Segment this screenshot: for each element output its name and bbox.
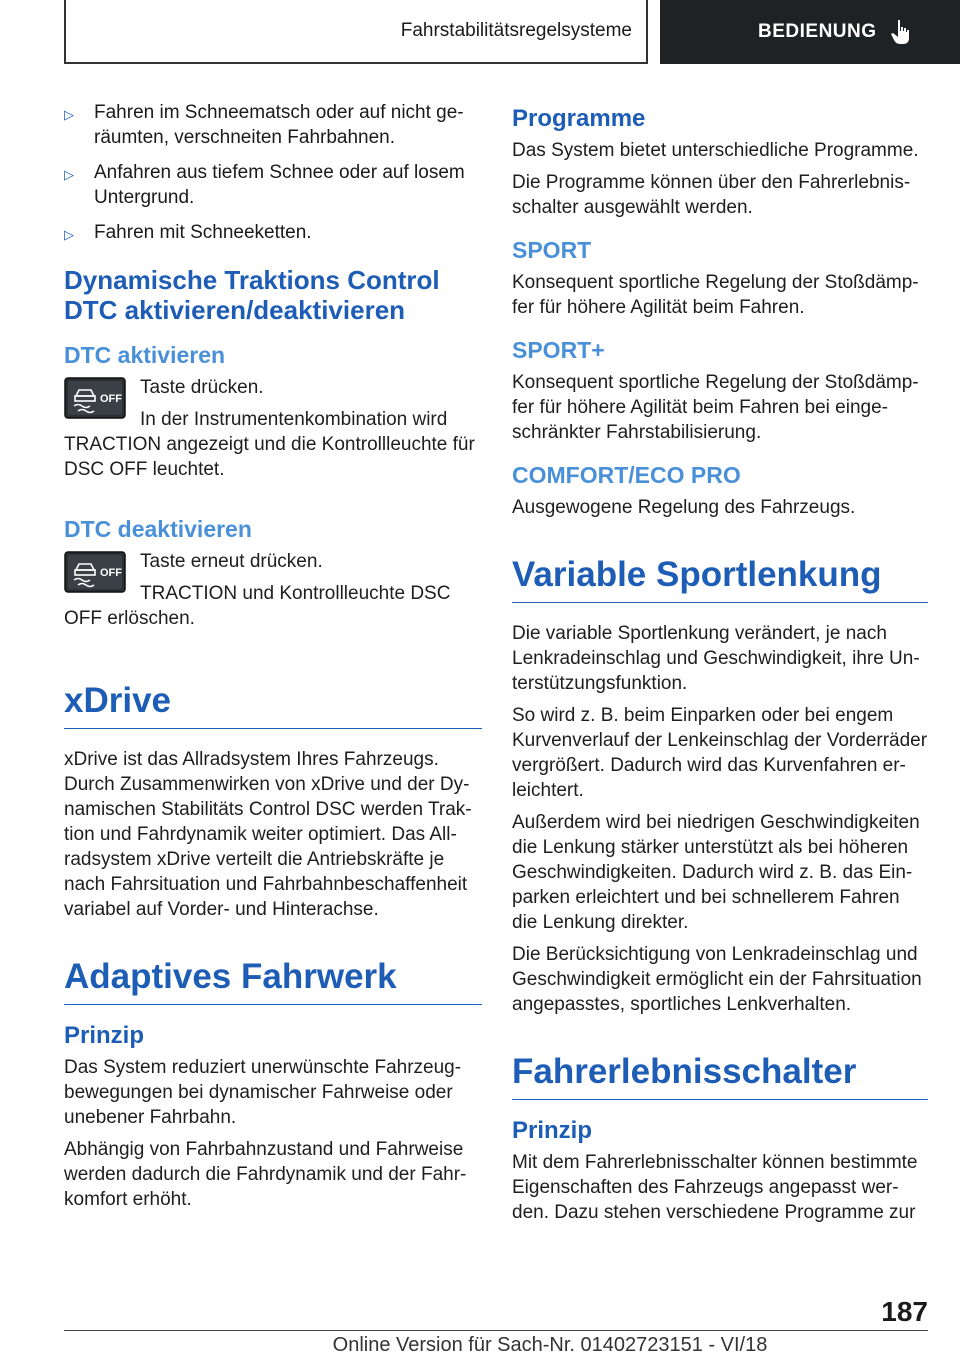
paragraph: Das System reduziert unerwünschte Fahrzeug-bewegungen bei dynamischer Fahrweise oder unebener Fahrbahn. [64,1057,462,1128]
dtc-button-text: OFF [100,567,122,579]
paragraph: Ausgewogene Regelung des Fahrzeugs. [512,497,856,518]
dtc-button-icon [64,377,126,419]
sport-plus-heading: SPORT+ [512,337,605,363]
paragraph: In der Instrumentenkombination wird TRACTION angezeigt und die Kontrollleuchte für DSC OFF leuchtet. [64,409,475,480]
dtc-activate-heading: DTC aktivieren [64,342,226,368]
dtc-button-icon [64,551,126,593]
list-item [64,160,482,210]
hand-pointer-icon [889,18,915,46]
header-section-tab [64,0,648,64]
header-chapter-title: BEDIENUNG [758,21,877,42]
paragraph: Die Berücksichtigung von Lenkradeinschlag und Geschwindigkeit ermöglicht ein der Fahrsituation angepasstes, sportliches Lenkverhalten. [512,944,922,1015]
header-section-title: Fahrstabilitätsregelsysteme [400,20,632,41]
dtc-button-text: OFF [100,393,122,405]
footer-divider [64,1330,928,1331]
right-column [512,100,928,1232]
switch-principle-heading: Prinzip [512,1117,593,1144]
footer-online-version [0,1334,960,1357]
dtc-deactivate-heading: DTC deaktivieren [64,516,252,542]
left-column [64,100,482,1219]
list-item-text: Fahren mit Schneeketten. [94,222,312,243]
paragraph: xDrive ist das Allradsystem Ihres Fahrzeugs. Durch Zusammenwirken von xDrive und der Dy-namischen Stabilitäts Control DSC werden Trak-tion und Fahrdynamik weiter optimiert. Das All-radsystem xDrive verteilt die Antriebskräfte je nach Fahrsituation und Fahrbahnbeschaffenheit variabel auf Vorder- und Hinterachse. [64,749,472,920]
dtc-heading: Dynamische Traktions Control DTC aktivieren/deaktivieren [64,265,440,325]
dtc-activate-block [64,375,482,489]
paragraph: TRACTION und Kontrollleuchte DSC OFF erlöschen. [64,583,451,629]
paragraph: So wird z. B. beim Einparken oder bei engem Kurvenverlauf der Lenkeinschlag der Vorderräder vergrößert. Dadurch wird das Kurvenfahren er-leichtert. [512,705,928,801]
driving-experience-switch-heading: Fahrerlebnisschalter [512,1051,928,1100]
paragraph: Außerdem wird bei niedrigen Geschwindigkeiten die Lenkung stärker unterstützt als bei höheren Geschwindigkeiten. Dadurch wird z. B. das Ein-parken erleichtert und bei schnellerem Fahren die Lenkung direkter. [512,812,920,933]
adaptive-chassis-heading: Adaptives Fahrwerk [64,956,482,1005]
paragraph: Taste drücken. [140,377,264,398]
paragraph: Taste erneut drücken. [140,551,323,572]
paragraph: Die Programme können über den Fahrerlebnis-schalter ausgewählt werden. [512,172,911,218]
principle-heading: Prinzip [64,1022,145,1049]
list-item [64,220,482,247]
paragraph: Mit dem Fahrerlebnisschalter können bestimmte Eigenschaften des Fahrzeugs angepasst wer-den. Dazu stehen verschiedene Programme zur [512,1152,918,1223]
variable-steering-heading: Variable Sportlenkung [512,554,928,603]
dtc-deactivate-block [64,549,482,638]
sport-heading: SPORT [512,237,592,263]
list-item-text: Anfahren aus tiefem Schnee oder auf losem Untergrund. [94,162,465,208]
paragraph: Konsequent sportliche Regelung der Stoßdämp-fer für höhere Agilität beim Fahren. [512,272,919,318]
list-item-text: Fahren im Schneematsch oder auf nicht ge-räumten, verschneiten Fahrbahnen. [94,102,464,148]
programs-heading: Programme [512,105,646,132]
paragraph: Das System bietet unterschiedliche Programme. [512,140,919,161]
xdrive-heading: xDrive [64,680,482,729]
header-chapter-tab [660,0,960,64]
triangle-bullet-icon: ▷ [64,227,74,242]
paragraph: Abhängig von Fahrbahnzustand und Fahrweise werden dadurch die Fahrdynamik und der Fahr-komfort erhöht. [64,1139,467,1210]
triangle-bullet-icon: ▷ [64,167,74,182]
comfort-eco-heading: COMFORT/ECO PRO [512,462,741,488]
triangle-bullet-icon: ▷ [64,107,74,122]
page-number: 187 [881,1296,928,1327]
paragraph: Die variable Sportlenkung verändert, je nach Lenkradeinschlag und Geschwindigkeit, ihre Un-terstützungsfunktion. [512,623,920,694]
list-item [64,100,482,150]
footer-online-version-text: Online Version für Sach-Nr. 01402723151 - VI/18 [332,1334,768,1356]
paragraph: Konsequent sportliche Regelung der Stoßdämp-fer für höhere Agilität beim Fahren bei einge-schränkter Fahrstabilisierung. [512,372,919,443]
